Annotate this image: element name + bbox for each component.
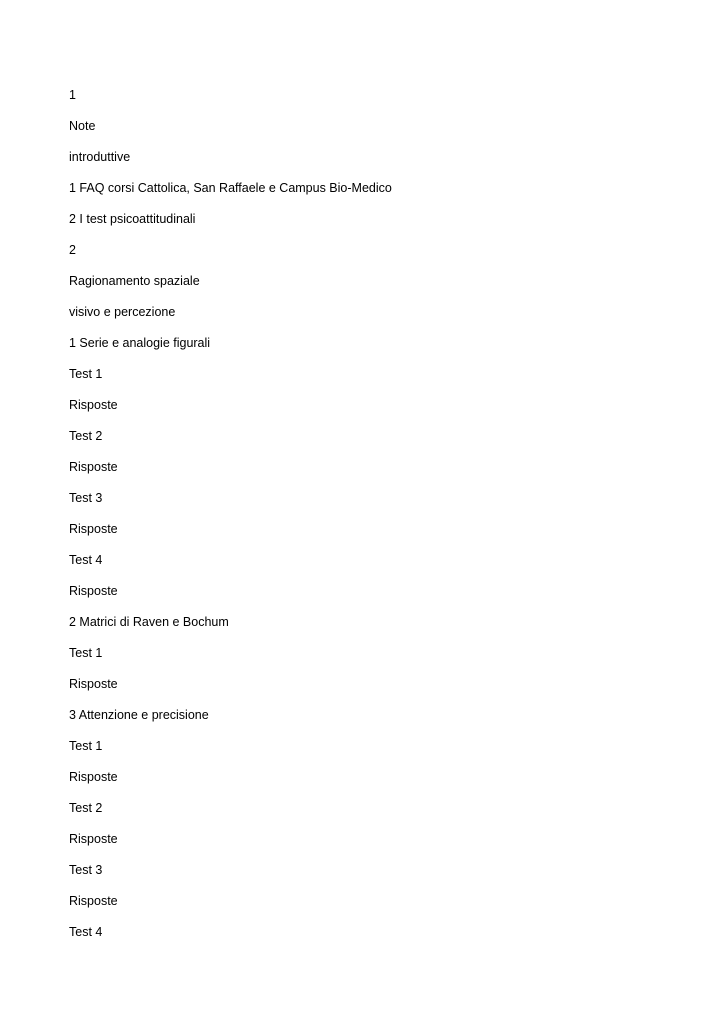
toc-line: 1 Serie e analogie figurali (69, 336, 211, 350)
toc-line: Test 1 (69, 367, 103, 381)
toc-line: Test 1 (69, 739, 103, 753)
toc-line: Test 3 (69, 863, 103, 877)
toc-line: 1 FAQ corsi Cattolica, San Raffaele e Campus Bio-Medico (69, 181, 392, 195)
toc-line: Test 2 (69, 801, 103, 815)
toc-line: 1 (69, 88, 76, 102)
toc-line: Test 1 (69, 646, 103, 660)
toc-line: Note (69, 119, 96, 133)
toc-line: introduttive (69, 150, 131, 164)
table-of-contents (69, 86, 392, 954)
toc-line: 2 I test psicoattitudinali (69, 212, 196, 226)
toc-line: visivo e percezione (69, 305, 176, 319)
toc-line: 2 (69, 243, 76, 257)
toc-line: Test 3 (69, 491, 103, 505)
toc-line: 2 Matrici di Raven e Bochum (69, 615, 229, 629)
toc-line: Test 2 (69, 429, 103, 443)
toc-line: Risposte (69, 770, 118, 784)
toc-line: Risposte (69, 584, 118, 598)
toc-line: Risposte (69, 398, 118, 412)
toc-line: Risposte (69, 832, 118, 846)
toc-line: Ragionamento spaziale (69, 274, 200, 288)
toc-line: Risposte (69, 677, 118, 691)
toc-line: Test 4 (69, 553, 103, 567)
toc-line: Test 4 (69, 925, 103, 939)
toc-line: Risposte (69, 460, 118, 474)
toc-line: 3 Attenzione e precisione (69, 708, 209, 722)
toc-line: Risposte (69, 894, 118, 908)
toc-line: Risposte (69, 522, 118, 536)
